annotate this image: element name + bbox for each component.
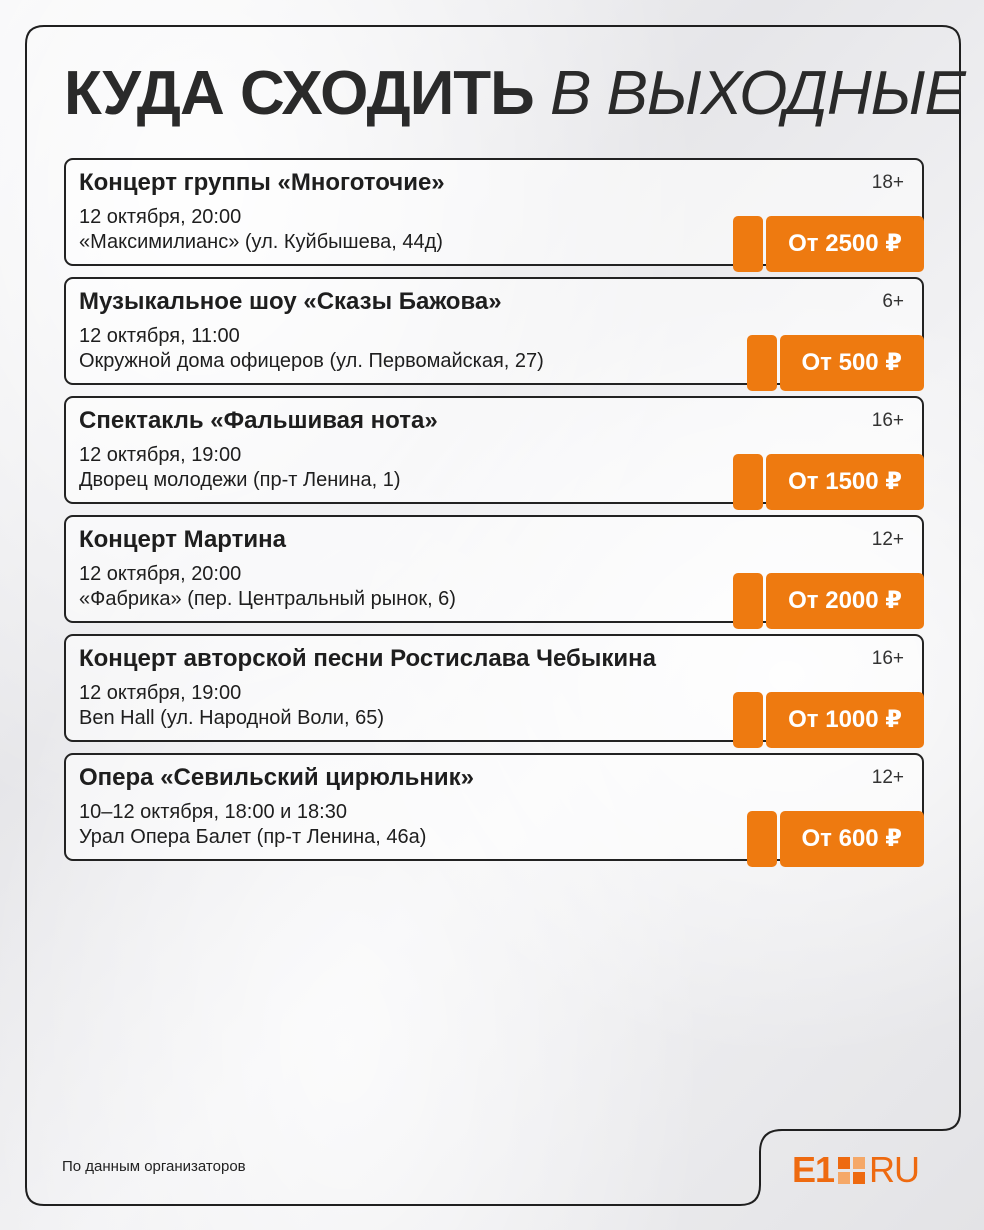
event-date: 12 октября, 19:00 [79,682,242,704]
ticket-stub-icon [747,335,777,391]
age-rating-badge: 16+ [871,648,904,669]
ticket-price-label: От 2000 ₽ [766,573,924,629]
ticket-price-label: От 500 ₽ [780,335,925,391]
event-title: Концерт группы «Многоточие» [79,169,445,196]
event-date: 12 октября, 20:00 [79,563,242,585]
event-card[interactable] [64,634,924,742]
event-title: Концерт авторской песни Ростислава Чебыкина [79,645,656,672]
logo-blocks-icon [838,1157,865,1184]
event-venue: «Максимилианс» (ул. Куйбышева, 44д) [79,231,443,253]
event-title: Музыкальное шоу «Сказы Бажова» [79,288,502,315]
source-footnote: По данным организаторов [62,1158,246,1175]
logo-e1-text: E1 [792,1149,835,1190]
e1-logo[interactable] [792,1150,919,1190]
event-card[interactable] [64,753,924,861]
ticket-price-button[interactable] [733,573,924,629]
age-rating-badge: 18+ [871,172,904,193]
event-date: 12 октября, 20:00 [79,206,242,228]
age-rating-badge: 6+ [882,291,904,312]
event-venue: Ben Hall (ул. Народной Воли, 65) [79,707,384,729]
ticket-stub-icon [747,811,777,867]
event-card[interactable] [64,277,924,385]
event-date: 12 октября, 11:00 [79,325,240,347]
page-title [64,56,965,132]
ticket-price-button[interactable] [733,216,924,272]
ticket-stub-icon [733,216,763,272]
ticket-price-button[interactable] [747,335,925,391]
event-list [64,158,924,872]
event-date: 12 октября, 19:00 [79,444,242,466]
event-venue: Окружной дома офицеров (ул. Первомайская, 27) [79,350,544,372]
age-rating-badge: 12+ [871,529,904,550]
event-title: Опера «Севильский цирюльник» [79,764,474,791]
ticket-price-label: От 1000 ₽ [766,692,924,748]
event-title: Концерт Мартина [79,526,286,553]
page-title-light: В ВЫХОДНЫЕ [549,59,965,128]
ticket-stub-icon [733,573,763,629]
ticket-price-label: От 2500 ₽ [766,216,924,272]
ticket-stub-icon [733,692,763,748]
ticket-price-button[interactable] [733,692,924,748]
age-rating-badge: 12+ [871,767,904,788]
ticket-price-label: От 600 ₽ [780,811,925,867]
event-card[interactable] [64,158,924,266]
ticket-price-label: От 1500 ₽ [766,454,924,510]
age-rating-badge: 16+ [871,410,904,431]
ticket-price-button[interactable] [733,454,924,510]
event-date: 10–12 октября, 18:00 и 18:30 [79,801,347,823]
ticket-stub-icon [733,454,763,510]
event-venue: Дворец молодежи (пр-т Ленина, 1) [79,469,401,491]
event-title: Спектакль «Фальшивая нота» [79,407,438,434]
event-card[interactable] [64,396,924,504]
page-title-bold: КУДА СХОДИТЬ [64,59,534,128]
event-venue: «Фабрика» (пер. Центральный рынок, 6) [79,588,456,610]
event-venue: Урал Опера Балет (пр-т Ленина, 46а) [79,826,427,848]
ticket-price-button[interactable] [747,811,925,867]
logo-ru-text: RU [869,1149,920,1190]
event-card[interactable] [64,515,924,623]
